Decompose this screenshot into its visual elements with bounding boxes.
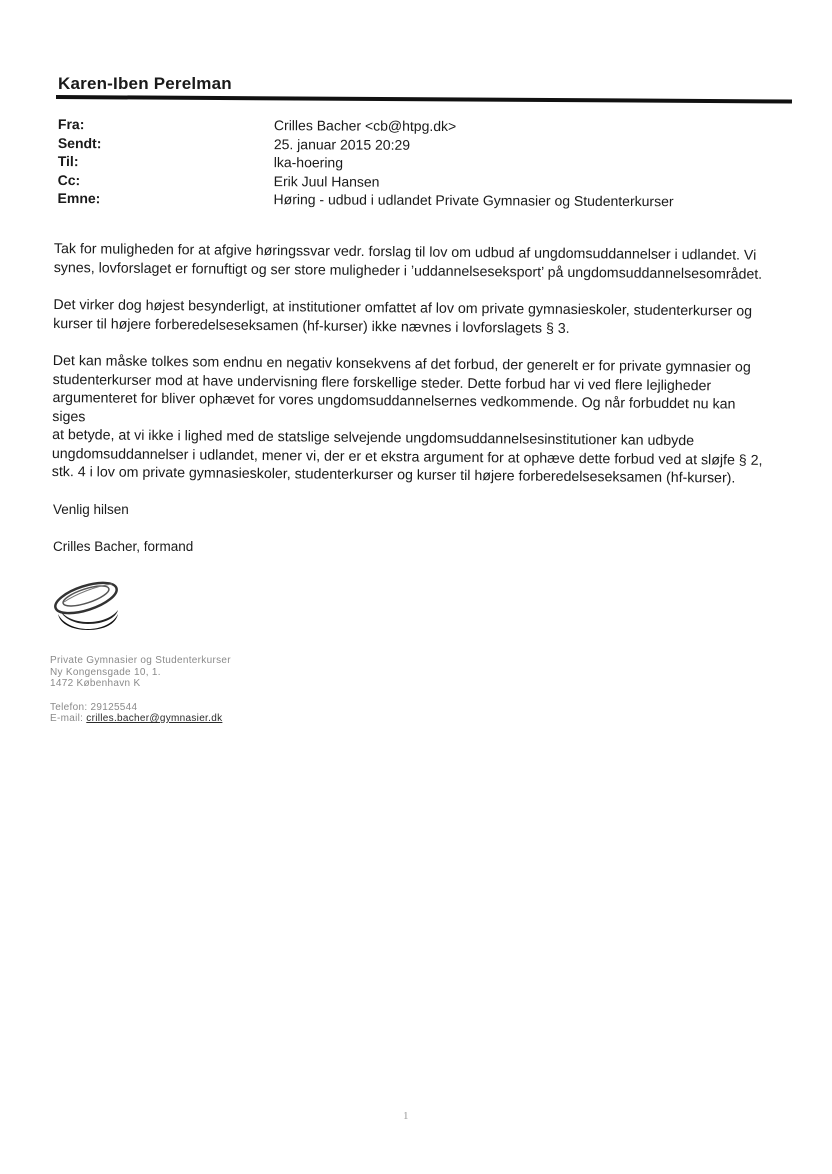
body-line: ungdomsuddannelser i udlandet, mener vi, der er et ekstra argument for at ophæve dette forbud ved at sløjfe § 2, — [51, 445, 763, 469]
private-gymnasier-logo-icon — [46, 572, 126, 634]
signature-phone: Telefon: 29125544 — [50, 701, 138, 713]
body-line: synes, lovforslaget er fornuftigt og ser store muligheder i ’uddannelseseksport’ på ungdomsuddannelsesområdet. — [53, 259, 763, 283]
subject-value: Høring - udbud i udlandet Private Gymnasier og Studenterkurser — [273, 191, 674, 210]
signature-email-row — [50, 713, 231, 725]
body-paragraph-1 — [54, 240, 774, 284]
cc-label: Cc: — [57, 171, 81, 188]
body-line: argumenteret for bliver ophævet for vores ungdomsuddannelsernes vedkommende. Og når forbuddet nu kan siges — [52, 389, 736, 425]
body-line: Det virker dog højest besynderligt, at institutioner omfattet af lov om private gymnasieskoler, studenterkurser og — [53, 296, 753, 320]
body-line: studenterkurser mod at have undervisning flere forskellige steder. Dette forbud har vi ved flere lejligheder — [52, 371, 712, 394]
body-line: Tak for muligheden for at afgive høringssvar vedr. forslag til lov om udbud af ungdomsuddannelser i udlandet. Vi — [53, 240, 757, 264]
signature-email-link[interactable]: crilles.bacher@gymnasier.dk — [86, 713, 223, 724]
signature-street: Ny Kongensgade 10, 1. — [50, 666, 161, 678]
from-value: Crilles Bacher <cb@htpg.dk> — [273, 117, 457, 135]
body-paragraph-3 — [52, 352, 773, 488]
email-header — [58, 116, 758, 212]
signature-city: 1472 København K — [50, 678, 141, 689]
body-paragraph-2 — [53, 296, 773, 340]
subject-label: Emne: — [57, 189, 101, 207]
body-line: stk. 4 i lov om private gymnasieskoler, studenterkurser og kurser til højere forberedelseseksamen (hf-kurser). — [51, 463, 736, 487]
header-rule — [56, 95, 792, 103]
page-number: 1 — [403, 1110, 409, 1122]
closing-name: Crilles Bacher, formand — [53, 539, 194, 554]
signature-org: Private Gymnasier og Studenterkurser — [50, 655, 231, 666]
to-value: lka-hoering — [273, 154, 344, 171]
closing-greeting: Venlig hilsen — [53, 502, 129, 517]
to-label: Til: — [57, 152, 79, 170]
signature-email-label: E-mail: — [50, 713, 87, 724]
body-line: kurser til højere forberedelseseksamen (hf-kurser) ikke nævnes i lovforslagets § 3. — [53, 315, 570, 337]
sent-label: Sendt: — [57, 134, 102, 151]
page-owner-name: Karen-Iben Perelman — [58, 74, 232, 93]
body-line: at betyde, at vi ikke i lighed med de statslige selvejende ungdomsuddannelsesinstitutioner kan udbyde — [52, 426, 695, 450]
from-label: Fra: — [57, 116, 85, 133]
header-row-subject — [58, 190, 758, 212]
email-body — [51, 240, 773, 507]
email-signature — [50, 655, 231, 725]
body-line: Det kan måske tolkes som endnu en negativ konsekvens af det forbud, der generelt er for private gymnasier og — [52, 352, 751, 376]
sent-value: 25. januar 2015 20:29 — [273, 135, 411, 153]
cc-value: Erik Juul Hansen — [273, 172, 380, 190]
